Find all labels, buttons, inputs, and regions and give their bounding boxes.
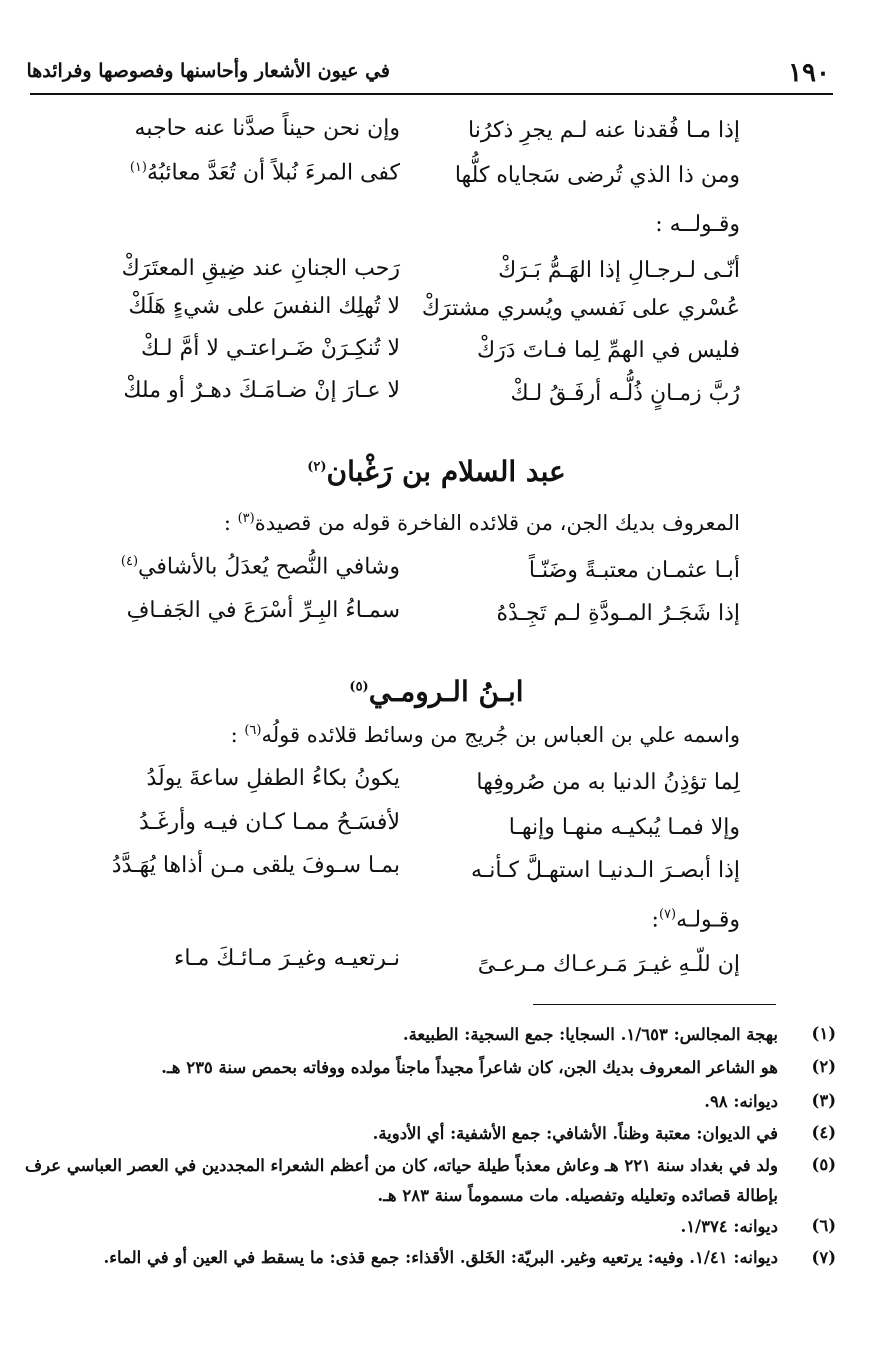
footnote-number: (٦) (811, 1216, 836, 1235)
footnote-ref: (٤) (120, 554, 139, 569)
verse-right-hemistich: عُسْري على نَفسي ويُسري مشترَكْ (421, 296, 740, 321)
verse-right-hemistich: إذا مـا فُقدنا عنه لـم يجرِ ذكرُنا (468, 118, 740, 143)
verse-left-hemistich: لا تُهلِك النفسَ على شيءٍ هَلَكْ (128, 294, 400, 319)
section-heading (200, 675, 673, 708)
footnote-ref: (٧) (658, 907, 677, 922)
verse-right-hemistich: رُبَّ زمـانٍ ذُلُّـه أرفَـقُ لـكْ (510, 381, 740, 406)
intro-text: وقـولـه (676, 907, 740, 933)
verse-left-hemistich: وإن نحن حيناً صدَّنا عنه حاجبه (134, 116, 400, 141)
page-number: ١٩٠ (788, 58, 830, 88)
verse-left-hemistich: يكونُ بكاءُ الطفلِ ساعةَ يولَدُ (146, 766, 400, 791)
footnote-ref: (١) (129, 160, 147, 175)
footnote-number: (٧) (811, 1248, 836, 1267)
section-heading (200, 455, 673, 488)
footnote-ref: (٦) (244, 723, 262, 738)
verse-intro (500, 907, 740, 932)
footnote-number: (٣) (811, 1091, 836, 1110)
intro-colon: : (223, 511, 231, 535)
footnote-separator (533, 1004, 776, 1005)
verse-right-hemistich: لِما تؤذِنُ الدنيا به من صُروفِها (476, 770, 740, 795)
footnote-text: في الديوان: معتبة وظناً. الأشافي: جمع الأشفية: أي الأدوية. (372, 1124, 778, 1143)
section-intro (60, 723, 740, 747)
header-rule (30, 93, 833, 95)
verse-left-hemistich (80, 554, 400, 579)
verse-right-hemistich: أنّـى لـرجـالِ إذا الهَـمُّ بَـرَكْ (498, 258, 740, 283)
footnote-ref: (٥) (349, 679, 369, 695)
verse-left-hemistich: نـرتعيـه وغيـرَ مـائـكَ مـاء (174, 946, 400, 971)
verse-text: كفى المرءَ نُبلاً أن تُعَدَّ معائبُهُ (146, 160, 400, 186)
heading-text: عبد السلام بن رَغْبان (326, 455, 566, 488)
intro-colon: : (230, 723, 238, 747)
verse-left-hemistich: رَحب الجنانِ عند ضِيقِ المعتَرَكْ (121, 256, 400, 281)
verse-left-hemistich: لأفسَـحُ ممـا كـان فيـه وأرغَـدُ (139, 810, 400, 835)
footnote-ref: (٢) (307, 459, 327, 475)
verse-intro: وقـولــه : (655, 212, 740, 237)
verse-right-hemistich: أبـا عثمـان معتبـةً وضَنّـاً (528, 558, 740, 583)
footnote-number: (٤) (811, 1123, 836, 1142)
verse-right-hemistich: إن للّـهِ غيـرَ مَـرعـاك مـرعـىً (477, 952, 740, 977)
footnote-text: ديوانه: ١/٤١. وفيه: يرتعيه وغير. البريّة: الخَلق. الأقذاء: جمع قذى: ما يسقط في العين أو في الماء. (103, 1248, 778, 1267)
footnote-text: هو الشاعر المعروف بديك الجن، كان شاعراً مجيداً ماجناً مولده ووفاته بحمص سنة ٢٣٥ هـ. (161, 1058, 778, 1077)
verse-left-hemistich: بمـا سـوفَ يلقى مـن أذاها يُهَـدَّدُ (111, 853, 400, 878)
verse-left-hemistich: سمـاءُ البِـرِّ أسْرَعَ في الجَفـافِ (126, 598, 400, 623)
heading-text: ابـنُ الـرومـي (368, 675, 524, 708)
footnote-number: (٥) (811, 1155, 836, 1174)
footnote-text: ديوانه: ٩٨. (704, 1092, 778, 1111)
intro-text: المعروف بديك الجن، من قلائده الفاخرة قوله من قصيدة (254, 511, 740, 535)
footnote-number: (٢) (811, 1057, 836, 1076)
verse-left-hemistich: لا عـارَ إنْ ضـامَـكَ دهـرٌ أو ملكْ (123, 378, 400, 403)
verse-right-hemistich: وإلا فمـا يُبكيـه منهـا وإنهـا (508, 815, 740, 840)
verse-text: وشافي النُّصح يُعدَلُ بالأشافي (138, 554, 400, 580)
verse-right-hemistich: إذا شَجَـرُ المـودَّةِ لـم تَجِـدْهُ (496, 601, 740, 626)
verse-right-hemistich: ومن ذا الذي تُرضى سَجاياه كلُّها (454, 163, 740, 188)
footnote-text: بهجة المجالس: ١/٦٥٣. السجايا: جمع السجية: الطبيعة. (402, 1025, 778, 1044)
verse-right-hemistich: فليس في الهمِّ لِما فـاتَ دَرَكْ (477, 338, 740, 363)
footnote-number: (١) (811, 1024, 836, 1043)
verse-left-hemistich (80, 160, 400, 185)
intro-text: واسمه علي بن العباس بن جُريج من وسائط قلائده قولُه (261, 723, 740, 747)
footnote-text: ولد في بغداد سنة ٢٢١ هـ وعاش معذباً طيلة حياته، كان من أعظم الشعراء المجددين في العصر العباسي عرف بإطالة قصائده وتعليله وتفصيله. مات مسموماً سنة ٢٨٣ هـ. (25, 1156, 778, 1205)
section-intro (60, 511, 740, 535)
running-title: في عيون الأشعار وأحاسنها وفصوصها وفرائدها (26, 60, 390, 82)
intro-colon: : (651, 907, 659, 933)
footnote-text: ديوانه: ١/٣٧٤. (680, 1217, 778, 1236)
footnote-ref: (٣) (237, 511, 255, 526)
verse-left-hemistich: لا تُنكِـرَنْ ضَـراعتـي لا أمَّ لـكْ (140, 336, 400, 361)
verse-right-hemistich: إذا أبصـرَ الـدنيـا استهـلَّ كـأنـه (470, 858, 740, 883)
